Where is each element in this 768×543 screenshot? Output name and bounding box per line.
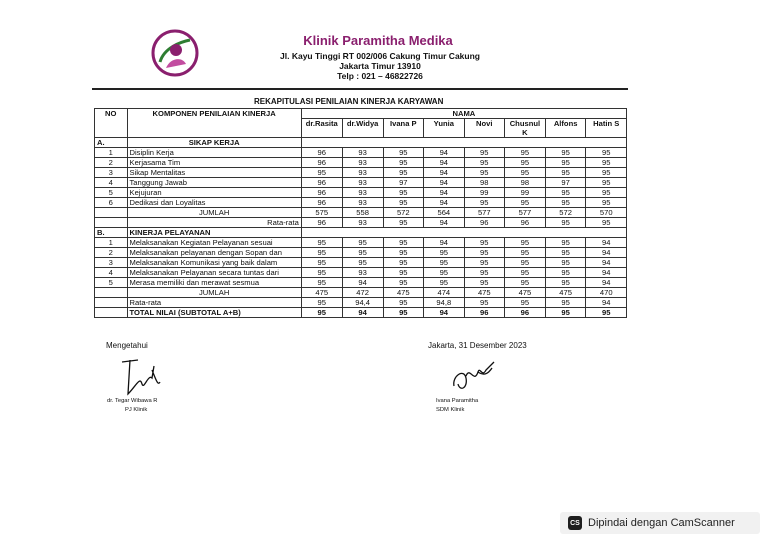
table-row [95, 278, 627, 288]
clinic-city: Jakarta Timur 13910 [339, 61, 421, 71]
row-label: TOTAL NILAI (SUBTOTAL A+B) [127, 308, 301, 318]
score-cell: 95 [586, 218, 627, 228]
header-divider [92, 88, 628, 90]
score-cell: 95 [383, 278, 424, 288]
score-cell: 564 [424, 208, 465, 218]
score-cell: 95 [383, 308, 424, 318]
score-cell: 93 [342, 158, 383, 168]
score-cell: 95 [586, 188, 627, 198]
clinic-phone: Telp : 021 – 46822726 [337, 71, 423, 81]
row-label: Sikap Mentalitas [127, 168, 301, 178]
row-number: 1 [95, 238, 128, 248]
camscanner-icon: CS [568, 516, 582, 530]
score-cell: 95 [504, 198, 545, 208]
score-cell: 475 [504, 288, 545, 298]
score-cell: 95 [545, 168, 586, 178]
camscanner-badge [560, 512, 760, 534]
score-cell: 98 [464, 178, 504, 188]
score-cell: 475 [545, 288, 586, 298]
score-cell: 95 [464, 168, 504, 178]
score-cell: 95 [545, 148, 586, 158]
score-cell: 94 [586, 268, 627, 278]
score-cell: 95 [383, 188, 424, 198]
score-cell: 95 [301, 168, 342, 178]
score-cell: 95 [464, 258, 504, 268]
score-cell: 94,4 [342, 298, 383, 308]
table-row [95, 258, 627, 268]
score-cell: 94 [424, 218, 465, 228]
score-cell: 95 [545, 158, 586, 168]
row-label: JUMLAH [127, 208, 301, 218]
score-cell: 95 [383, 268, 424, 278]
score-cell: 95 [545, 248, 586, 258]
total-row [95, 308, 627, 318]
header-nama: NAMA [301, 109, 626, 119]
score-cell: 95 [504, 278, 545, 288]
score-cell: 95 [504, 298, 545, 308]
score-cell: 95 [301, 268, 342, 278]
score-cell: 95 [504, 258, 545, 268]
score-cell: 95 [504, 248, 545, 258]
row-number [95, 218, 128, 228]
score-cell: 95 [545, 308, 586, 318]
signer-left-role: PJ Klinik [125, 407, 148, 413]
approval-caption: Mengetahui [106, 341, 148, 350]
score-cell: 470 [586, 288, 627, 298]
score-cell: 94,8 [424, 298, 465, 308]
score-cell: 94 [424, 308, 465, 318]
score-cell: 95 [383, 198, 424, 208]
table-row [95, 188, 627, 198]
row-number: 1 [95, 148, 128, 158]
score-cell: 95 [383, 258, 424, 268]
row-number: 2 [95, 158, 128, 168]
row-number [95, 208, 128, 218]
table-row [95, 148, 627, 158]
score-cell: 95 [545, 198, 586, 208]
score-cell: 95 [504, 158, 545, 168]
score-cell: 99 [504, 188, 545, 198]
score-cell: 94 [424, 168, 465, 178]
row-label: Rata-rata [127, 298, 301, 308]
score-cell: 472 [342, 288, 383, 298]
score-cell: 95 [586, 198, 627, 208]
score-cell: 95 [586, 308, 627, 318]
score-cell: 93 [342, 148, 383, 158]
score-cell: 94 [342, 278, 383, 288]
score-cell: 95 [586, 148, 627, 158]
score-cell: 95 [464, 268, 504, 278]
table-row [95, 158, 627, 168]
score-cell: 95 [301, 248, 342, 258]
table-body [95, 138, 627, 318]
score-cell: 95 [301, 298, 342, 308]
score-cell: 95 [464, 248, 504, 258]
score-cell: 95 [464, 198, 504, 208]
section-empty [301, 228, 626, 238]
score-cell: 97 [383, 178, 424, 188]
score-cell: 94 [586, 258, 627, 268]
header-name-col: Chusnul K [504, 119, 545, 138]
score-cell: 475 [464, 288, 504, 298]
section-title: KINERJA PELAYANAN [127, 228, 301, 238]
row-label: Rata-rata [127, 218, 301, 228]
row-label: JUMLAH [127, 288, 301, 298]
score-cell: 93 [342, 168, 383, 178]
header-name-col: Alfons [545, 119, 586, 138]
row-label: Kerjasama Tim [127, 158, 301, 168]
score-cell: 94 [586, 238, 627, 248]
score-cell: 475 [383, 288, 424, 298]
score-cell: 475 [301, 288, 342, 298]
score-cell: 95 [301, 258, 342, 268]
table-row [95, 198, 627, 208]
score-cell: 95 [424, 278, 465, 288]
score-cell: 94 [424, 188, 465, 198]
row-number: 3 [95, 258, 128, 268]
score-cell: 96 [301, 188, 342, 198]
score-cell: 95 [383, 238, 424, 248]
row-number: 4 [95, 268, 128, 278]
score-cell: 95 [383, 148, 424, 158]
score-cell: 96 [301, 218, 342, 228]
score-cell: 94 [424, 198, 465, 208]
row-number: 5 [95, 278, 128, 288]
score-cell: 95 [464, 158, 504, 168]
header-name-col: Yunia [424, 119, 465, 138]
row-label: Tanggung Jawab [127, 178, 301, 188]
score-cell: 93 [342, 178, 383, 188]
score-cell: 95 [504, 168, 545, 178]
score-cell: 96 [504, 218, 545, 228]
summary-row [95, 288, 627, 298]
score-cell: 572 [545, 208, 586, 218]
score-cell: 94 [424, 178, 465, 188]
row-label: Kejujuran [127, 188, 301, 198]
score-cell: 95 [586, 158, 627, 168]
score-cell: 95 [342, 248, 383, 258]
score-cell: 98 [504, 178, 545, 188]
score-cell: 95 [342, 238, 383, 248]
score-cell: 93 [342, 188, 383, 198]
signer-right-name: Ivana Paramitha [436, 398, 479, 404]
score-cell: 94 [586, 298, 627, 308]
row-number [95, 288, 128, 298]
score-cell: 95 [586, 178, 627, 188]
header-no: NO [95, 109, 128, 138]
score-cell: 558 [342, 208, 383, 218]
row-label: Dedikasi dan Loyalitas [127, 198, 301, 208]
score-cell: 94 [342, 308, 383, 318]
header-komponen: KOMPONEN PENILAIAN KINERJA [127, 109, 301, 138]
score-cell: 93 [342, 198, 383, 208]
score-cell: 95 [545, 268, 586, 278]
table-row [95, 178, 627, 188]
signer-left-name: dr. Tegar Wibawa R [107, 398, 158, 404]
score-cell: 94 [424, 238, 465, 248]
row-number: 2 [95, 248, 128, 258]
table-row [95, 248, 627, 258]
score-cell: 94 [586, 248, 627, 258]
score-cell: 95 [301, 238, 342, 248]
score-cell: 95 [424, 268, 465, 278]
score-cell: 95 [383, 248, 424, 258]
score-cell: 95 [464, 278, 504, 288]
score-cell: 96 [504, 308, 545, 318]
row-label: Melaksanakan pelayanan dengan Sopan dan [127, 248, 301, 258]
score-cell: 572 [383, 208, 424, 218]
score-cell: 95 [504, 148, 545, 158]
score-cell: 95 [383, 298, 424, 308]
score-cell: 96 [301, 148, 342, 158]
header-name-col: Novi [464, 119, 504, 138]
header-name-col: dr.Widya [342, 119, 383, 138]
row-number: 3 [95, 168, 128, 178]
score-cell: 95 [545, 188, 586, 198]
section-empty [301, 138, 626, 148]
table-row [95, 168, 627, 178]
score-cell: 96 [301, 178, 342, 188]
row-label: Merasa memiliki dan merawat sesmua [127, 278, 301, 288]
score-cell: 95 [545, 258, 586, 268]
section-letter: B. [95, 228, 128, 238]
score-cell: 95 [464, 238, 504, 248]
score-cell: 577 [464, 208, 504, 218]
section-title: SIKAP KERJA [127, 138, 301, 148]
score-cell: 96 [301, 158, 342, 168]
row-label: Melaksanakan Pelayanan secara tuntas dari [127, 268, 301, 278]
score-cell: 94 [424, 148, 465, 158]
score-cell: 95 [504, 268, 545, 278]
row-number: 4 [95, 178, 128, 188]
camscanner-text: Dipindai dengan CamScanner [588, 517, 735, 529]
score-cell: 95 [383, 168, 424, 178]
score-cell: 95 [464, 148, 504, 158]
score-cell: 95 [504, 238, 545, 248]
score-cell: 95 [545, 298, 586, 308]
table-row [95, 238, 627, 248]
score-cell: 577 [504, 208, 545, 218]
score-cell: 95 [545, 218, 586, 228]
score-cell: 95 [301, 278, 342, 288]
score-cell: 570 [586, 208, 627, 218]
clinic-logo-icon [150, 28, 200, 78]
score-cell: 96 [464, 218, 504, 228]
table-row [95, 268, 627, 278]
score-cell: 95 [424, 258, 465, 268]
score-cell: 96 [301, 198, 342, 208]
document-title: REKAPITULASI PENILAIAN KINERJA KARYAWAN [254, 97, 444, 106]
score-cell: 95 [464, 298, 504, 308]
score-cell: 94 [424, 158, 465, 168]
score-cell: 95 [586, 168, 627, 178]
score-cell: 575 [301, 208, 342, 218]
score-cell: 95 [301, 308, 342, 318]
score-cell: 93 [342, 218, 383, 228]
section-header-row [95, 228, 627, 238]
row-label: Melaksanakan Komunikasi yang baik dalam [127, 258, 301, 268]
score-cell: 474 [424, 288, 465, 298]
score-cell: 95 [424, 248, 465, 258]
signature-left-icon [118, 356, 162, 398]
signature-right-icon [448, 358, 496, 394]
score-cell: 94 [586, 278, 627, 288]
row-number: 5 [95, 188, 128, 198]
row-number [95, 308, 128, 318]
header-name-col: Ivana P [383, 119, 424, 138]
row-number [95, 298, 128, 308]
score-cell: 97 [545, 178, 586, 188]
row-label: Disiplin Kerja [127, 148, 301, 158]
summary-row [95, 218, 627, 228]
row-number: 6 [95, 198, 128, 208]
summary-row [95, 298, 627, 308]
score-cell: 96 [464, 308, 504, 318]
place-date-caption: Jakarta, 31 Desember 2023 [428, 341, 527, 350]
clinic-address: Jl. Kayu Tinggi RT 002/006 Cakung Timur Cakung [280, 51, 480, 61]
signer-right-role: SDM Klinik [436, 407, 465, 413]
clinic-name: Klinik Paramitha Medika [303, 33, 453, 48]
score-cell: 95 [545, 278, 586, 288]
score-cell: 95 [383, 158, 424, 168]
score-cell: 93 [342, 268, 383, 278]
score-cell: 95 [545, 238, 586, 248]
score-cell: 95 [383, 218, 424, 228]
assessment-table [94, 108, 627, 318]
row-label: Melaksanakan Kegiatan Pelayanan sesuai [127, 238, 301, 248]
section-header-row [95, 138, 627, 148]
summary-row [95, 208, 627, 218]
score-cell: 95 [342, 258, 383, 268]
score-cell: 99 [464, 188, 504, 198]
header-name-col: dr.Rasita [301, 119, 342, 138]
section-letter: A. [95, 138, 128, 148]
header-name-col: Hatin S [586, 119, 627, 138]
